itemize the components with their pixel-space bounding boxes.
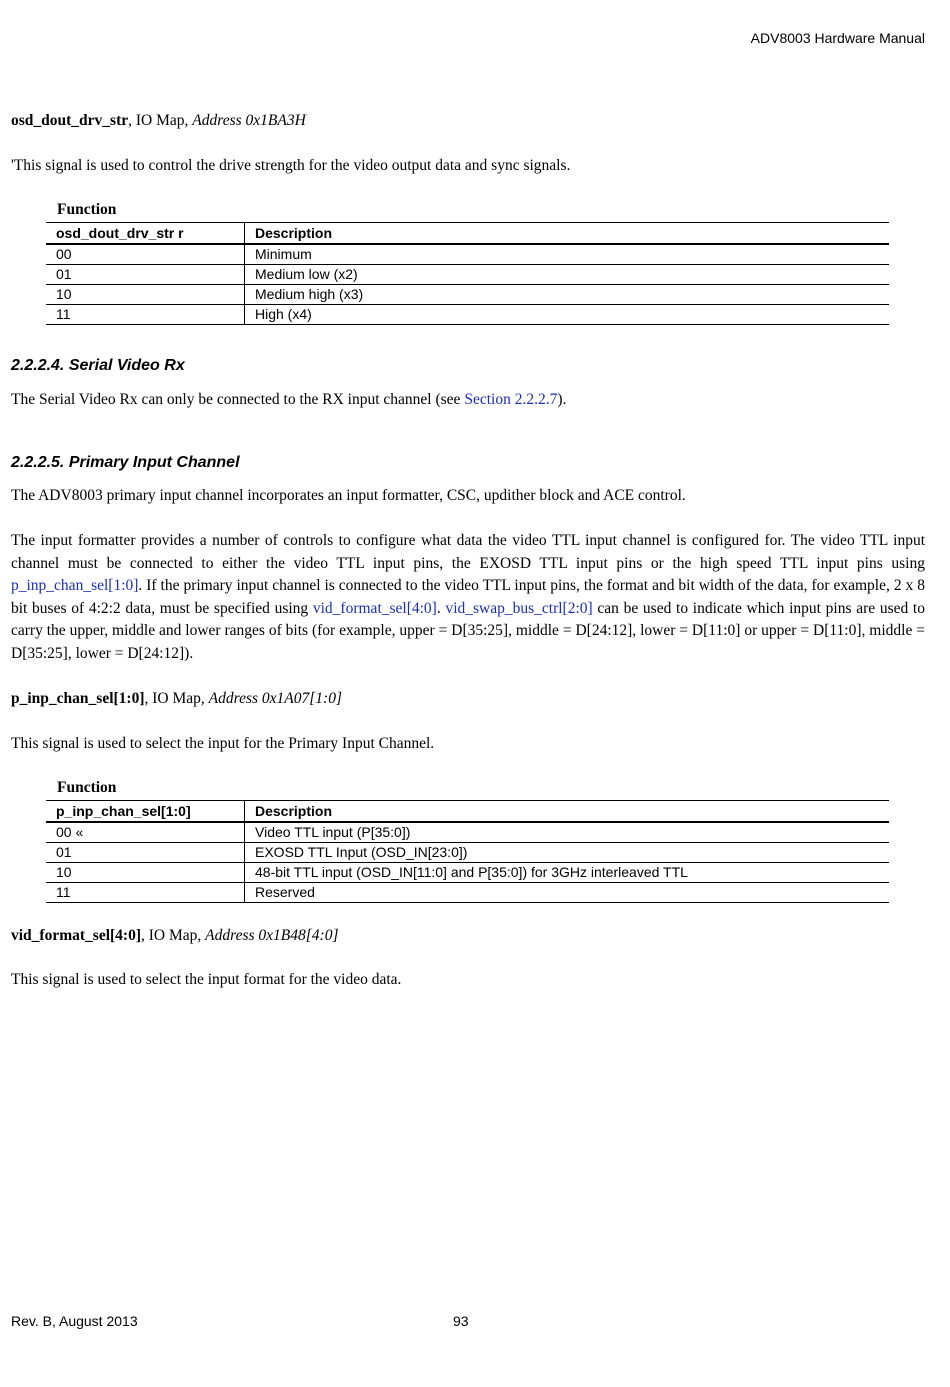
table-cell: 10 — [46, 863, 245, 883]
section-heading-primary-input-channel: 2.2.2.5. Primary Input Channel — [11, 454, 240, 471]
paragraph-text: The input formatter provides a number of controls to configure what data the video TTL input channel is configured for. The video TTL input channel must be connected to either the video TTL input pins, the EXOSD TTL input pins or the high speed TTL input pins using — [11, 532, 925, 572]
table-header-cell: p_inp_chan_sel[1:0] — [46, 801, 245, 823]
serial-rx-paragraph — [11, 389, 925, 412]
register-line-osd-dout-drv-str — [11, 110, 925, 133]
table-header-cell: Description — [245, 223, 890, 245]
register-description: This signal is used to select the input for the Primary Input Channel. — [11, 735, 435, 752]
table-row — [46, 883, 889, 903]
register-name: p_inp_chan_sel[1:0] — [11, 690, 145, 707]
register-address: Address 0x1B48[4:0] — [205, 927, 339, 944]
table-cell: Medium low (x2) — [245, 265, 890, 285]
table-cell: Video TTL input (P[35:0]) — [245, 822, 890, 843]
table-cell: Medium high (x3) — [245, 285, 890, 305]
table-row — [46, 863, 889, 883]
register-map: , IO Map, — [144, 690, 209, 707]
table-cell: 01 — [46, 843, 245, 863]
page-number: 93 — [453, 1313, 469, 1329]
table-cell: 48-bit TTL input (OSD_IN[11:0] and P[35:0]) for 3GHz interleaved TTL — [245, 863, 890, 883]
paragraph-text: can be used to indicate which input pins are used to carry the upper, middle and lower ranges of bits (for example, upper = D[35:25], middle = D[24:12], lower = D[11:0] or upper = D[11:0], middle = D[35:25], lower = D[24:12]). — [11, 599, 925, 662]
function-label: Function — [57, 779, 117, 796]
paragraph-text: The Serial Video Rx can only be connected to the RX input channel (see — [11, 391, 465, 408]
register-map: , IO Map, — [128, 112, 193, 129]
table-cell: Reserved — [245, 883, 890, 903]
primary-intro-paragraph: The ADV8003 primary input channel incorporates an input formatter, CSC, updither block and ACE control. — [11, 487, 686, 504]
table-cell: 01 — [46, 265, 245, 285]
table-header-cell: Description — [245, 801, 890, 823]
table-header-row — [46, 801, 889, 823]
register-line-vid-format-sel — [11, 925, 925, 948]
table-header-row — [46, 223, 889, 245]
table-row — [46, 305, 889, 325]
register-name: osd_dout_drv_str — [11, 112, 129, 129]
function-table-osd-dout-drv-str — [46, 222, 889, 325]
register-name: vid_format_sel[4:0] — [11, 927, 141, 944]
paragraph-text: . — [436, 599, 446, 617]
table-cell: 00 — [46, 244, 245, 265]
primary-formatter-paragraph — [11, 530, 925, 665]
table-row — [46, 244, 889, 265]
register-address: Address 0x1A07[1:0] — [208, 690, 342, 707]
table-cell: 00 « — [46, 822, 245, 843]
header-title: ADV8003 Hardware Manual — [750, 30, 925, 46]
register-description: This signal is used to select the input format for the video data. — [11, 971, 402, 988]
footer-revision: Rev. B, August 2013 — [11, 1313, 138, 1329]
register-description: 'This signal is used to control the drive strength for the video output data and sync signals. — [11, 157, 571, 174]
vid-swap-bus-ctrl-link[interactable]: vid_swap_bus_ctrl[2:0] — [445, 599, 593, 617]
p-inp-chan-sel-link[interactable]: p_inp_chan_sel[1:0] — [11, 577, 139, 594]
function-table-p-inp-chan-sel — [46, 800, 889, 903]
vid-format-sel-link[interactable]: vid_format_sel[4:0] — [312, 599, 437, 617]
register-line-p-inp-chan-sel — [11, 688, 925, 711]
register-address: Address 0x1BA3H — [192, 112, 306, 129]
function-label: Function — [57, 201, 117, 218]
table-cell: High (x4) — [245, 305, 890, 325]
table-row — [46, 822, 889, 843]
paragraph-text: . If the primary input channel is connected to the video TTL input pins, the format and bit width of the data, for example, 2 x 8 bit buses of 4:2:2 data, must be specified using — [11, 577, 925, 617]
table-row — [46, 843, 889, 863]
register-map: , IO Map, — [141, 927, 206, 944]
section-heading-serial-video-rx: 2.2.2.4. Serial Video Rx — [11, 357, 185, 374]
table-row — [46, 265, 889, 285]
table-row — [46, 285, 889, 305]
table-cell: 11 — [46, 883, 245, 903]
table-header-cell: osd_dout_drv_str r — [46, 223, 245, 245]
table-cell: 10 — [46, 285, 245, 305]
paragraph-text: ). — [557, 391, 567, 408]
table-cell: Minimum — [245, 244, 890, 265]
section-link[interactable]: Section 2.2.2.7 — [464, 391, 558, 408]
table-cell: EXOSD TTL Input (OSD_IN[23:0]) — [245, 843, 890, 863]
table-cell: 11 — [46, 305, 245, 325]
